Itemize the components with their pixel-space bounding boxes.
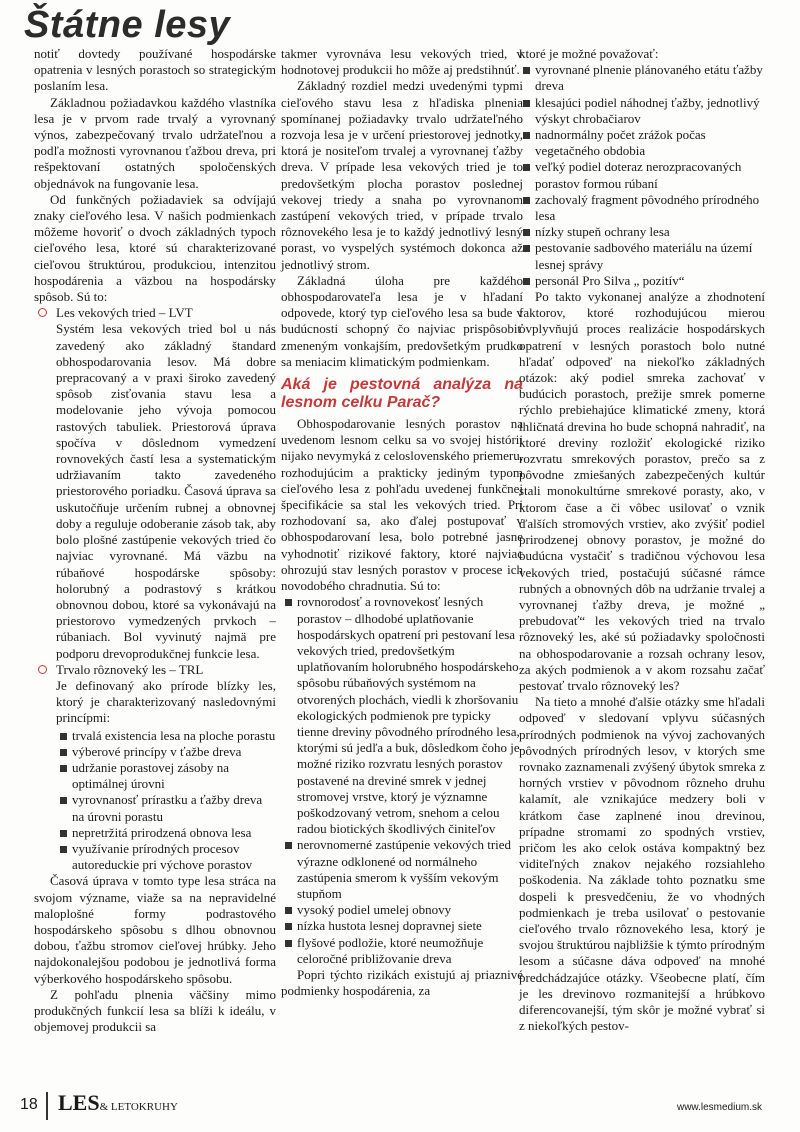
magazine-logo <box>58 1090 178 1116</box>
list-item: flyšové podložie, ktoré neumožňuje celoročné približovanie dreva <box>281 935 523 967</box>
circle-bullet-icon <box>38 665 47 674</box>
page-footer <box>0 1088 800 1128</box>
paragraph: Obhospodarovanie lesných porastov na uvedenom lesnom celku sa vo svojej histórii nijako nevymyká z celoslovenského priemeru, rozhodujúcim a prakticky jediným typom cieľového lesa z pohľadu uvedenej funkčnej špecifikácie sa stal les vekových tried. Pri rozhodovaní sa, ako ďalej postupovať v obhospodarovaní lesa, bolo potrebné jasne vyhodnotiť rizikové faktory, ktoré najviac ohrozujú stav lesných porastov v procese ich novodobého chradnutia. Sú to: <box>281 416 523 594</box>
footer-divider <box>46 1092 48 1120</box>
paragraph: Od funkčných požiadaviek sa odvíjajú znaky cieľového lesa. V našich podmienkach môžeme hovoriť o dvoch základných typoch cieľového lesa, ktoré sú charakterizované cieľovou štruktúrou, produkciou, intenzitou hospodárenia a väzbou na hospodársky spôsob. Sú to: <box>34 191 276 305</box>
page-title: Štátne lesy <box>24 4 231 46</box>
list-item: vyrovnanosť prírastku a ťažby dreva na úrovni porastu <box>56 792 276 824</box>
list-item: personál Pro Silva „ pozitív“ <box>519 273 765 289</box>
system-trl <box>34 662 276 874</box>
list-item: veľký podiel doteraz nerozpracovaných porastov formou rúbaní <box>519 159 765 191</box>
paragraph: Časová úprava v tomto type lesa stráca na svojom význame, viaže sa na nepravidelné maloplošné formy podrastového hospodárskeho spôsobu s dlhou obnovnou dobou, ťažbu stromov cieľovej hrúbky. Jeho najdokonalejšou podobou je jednotlivá forma výberkového hospodárskeho spôsobu. <box>34 873 276 986</box>
list-item: rovnorodosť a rovnovekosť lesných porastov – dlhodobé uplatňovanie hospodárskych opatrení pri pestovaní lesa vekových tried, predovšetkým uplatňovaním holorubného hospodárskeho spôsobu rúbaňových systémom na otvorených plochách, viedli k zhoršovaniu ekologických podmienok pre typicky tienne dreviny pôvodného prírodného lesa, ktorými sú jedľa a buk, dôsledkom čoho je možné riziko rozvratu lesných porastov postavené na dreviné smrek v jednej stromovej vrstve, ktorý je významne poškodzovaný vetrom, snehom a celou radou biotických škodlivých činiteľov <box>281 594 523 837</box>
paragraph: takmer vyrovnáva lesu vekových tried, v hodnotovej produkcii ho môže aj predstihnúť. <box>281 46 523 78</box>
paragraph: Je definovaný ako prírode blízky les, ktorý je charakterizovaný nasledovnými princípmi: <box>56 677 276 726</box>
column-1 <box>34 46 276 1035</box>
list-item: využívanie prírodných procesov autoreduckie pri výchove porastov <box>56 841 276 873</box>
system-lvt <box>34 305 276 661</box>
list-item: pestovanie sadbového materiálu na území lesnej správy <box>519 240 765 272</box>
paragraph: Po takto vykonanej analýze a zhodnotení faktorov, ktoré rozhodujúcou mierou ovplyvňujú proces realizácie hospodárskych opatrení v lesných porastoch bolo nutné hľadať odpoveď na niekoľko základných otázok: aký podiel smreka zachovať v budúcich porastoch, prežije smrek pomerne rýchlo prebiehajúce klimatické zmeny, ktorá ihličnatá drevina ho bude schopná nahradiť, na ktoré dreviny rozložiť ekologické riziko rozvratu smrekových porastov, prečo sa z pôvodne zmiešaných zabezpečených kultúr stali monokultúrne smrekové porasty, ako, v ktorom čase a či vôbec usilovať o vznik ďalších stromových vrstiev, ako zvýšiť podiel prirodzenej obnovy porastov, je možné do budúcna vystačiť s tradičnou výchovou lesa vekových tried, postačujú súčasné rámce rubných a obnovných dôb na udržanie trvalej a vyrovnanej ťažby dreva, je možné „ prebudovať“ les vekových tried na trvalo rôznoveký les, aké sú požiadavky spoločnosti na obhospodarovanie a rozsah ochrany lesov, za akých podmienok a v akom rozsahu začať pestovať trvalo rôznoveký les? <box>519 289 765 693</box>
logo-sub: & LETOKRUHY <box>99 1101 178 1113</box>
list-item: nerovnomerné zastúpenie vekových tried výrazne odklonené od normálneho zastúpenia smerom k vyšším vekovým stupňom <box>281 837 523 902</box>
list-item: nadnormálny počet zrážok počas vegetačného obdobia <box>519 127 765 159</box>
risk-list <box>281 594 523 967</box>
list-item: vyrovnané plnenie plánovaného etátu ťažby dreva <box>519 62 765 94</box>
website-link[interactable]: www.lesmedium.sk <box>676 1102 762 1113</box>
list-item: výberové princípy v ťažbe dreva <box>56 744 276 760</box>
paragraph: Základnou požiadavkou každého vlastníka lesa je v prvom rade trvalý a vyrovnaný výnos, zabezpečovaný trvalo udržateľnou a podľa možnosti vyrovnanou ťažbou dreva, pri rešpektovaní ostatných spoločenských objednávok na fungovanie lesa. <box>34 94 276 191</box>
list-item: nízky stupeň ochrany lesa <box>519 224 765 240</box>
list-item: zachovalý fragment pôvodného prírodného lesa <box>519 192 765 224</box>
list-item: vysoký podiel umelej obnovy <box>281 902 523 918</box>
column-2 <box>281 46 523 999</box>
paragraph: Na tieto a mnohé ďalšie otázky sme hľadali odpoveď v sledovaní vplyvu súčasných prírodných podmienok na vývoj zachovaných pôvodných prírodných lesov, v ktorých sme rovnako zaznamenali zvýšený úbytok smreka z horných vrstiev v pôvodnom rôzneho druhu kalamít, ale vznikajúce medzery boli v krátkom čase zaplnené inou drevinou, prípadne stromami zo spodných vrstiev, pričom les ako celok ostáva kompaktný bez viditeľných znakov nejakého rozsiahleho poškodenia. Na základe tohto poznatku sme dospeli k presvedčeniu, že vo vhodných podmienkach je treba usilovať o pestovanie cieľového trvalo rôznovekého lesa, ktorý je svojou štruktúrou najbližšie k týmto prírodným lesom a súčasne dáva odpoveď na mnohé predchádzajúce otázky. Všeobecne platí, čím je les drevinovo rozmanitejší a hrúbkovo diferencovanejší, tým skôr je možné vybrať si z niekoľkých pestov- <box>519 694 765 1034</box>
paragraph: Systém lesa vekových tried bol u nás zavedený ako základný štandard obhospodarovania lesov. Má dobre prepracovaný a v praxi široko zavedený spôsob zisťovania stavu lesa a modelovanie jeho vývoja pomocou rastových tabuliek. Priestorová úprava spočíva v dôslednom vymedzení rovnovekých častí lesa a systematickým udržiavaním takto zavedeného priestorového poriadku. Časová úprava sa uskutočňuje určením rubnej a obnovnej doby a reguluje odoberanie zásob tak, aby bolo plošné zastúpenie vekových tried čo najviac vyrovnané. Má väzbu na rúbaňové hospodárske spôsoby: holorubný a podrastový s krátkou obnovnou dobou, ktoré sa vykonávajú na priestorovo vymedzených prvkoch – rúbaniach. Bol vyvinutý najmä pre podporu drevoprodukčnej funkcie lesa. <box>56 321 276 661</box>
principles-list <box>56 728 276 874</box>
paragraph: Popri týchto rizikách existujú aj priaznivé podmienky hospodárenia, za <box>281 966 523 999</box>
circle-bullet-icon <box>38 308 47 317</box>
system-name: Les vekových tried – LVT <box>56 305 193 321</box>
system-name: Trvalo rôznoveký les – TRL <box>56 661 204 677</box>
list-item: nepretržitá prirodzená obnova lesa <box>56 825 276 841</box>
column-3 <box>519 46 765 1034</box>
page-number: 18 <box>20 1096 38 1113</box>
paragraph: Základný rozdiel medzi uvedenými typmi cieľového stavu lesa z hľadiska plnenia spomínanej požiadavky trvalo udržateľného rozvoja lesa je v určení priestorovej jednotky, ktorá je nositeľom trvalej a vyrovnanej ťažby dreva. V prípade lesa vekových tried je to predovšetkým plocha porastov poslednej vekovej triedy a snaha po vyrovnanom zastúpení vekových tried, v prípade trvalo rôznovekého lesa je to každý jednotlivý lesný porast, vo vyspelých systémoch dokonca až jednotlivý strom. <box>281 78 523 272</box>
list-item: nízka hustota lesnej dopravnej siete <box>281 918 523 934</box>
paragraph: ktoré je možné považovať: <box>519 46 659 61</box>
paragraph: notiť dovtedy používané hospodárske opatrenia v lesných porastoch so strategickým poslaním lesa. <box>34 46 276 94</box>
list-item: trvalá existencia lesa na ploche porastu <box>56 728 276 744</box>
paragraph: Základná úloha pre každého obhospodarovateľa lesa je v hľadaní odpovede, ktorý typ cieľového lesa sa bude v budúcnosti schopný čo najviac prispôsobiť zmeneným vonkajším, predovšetkým prudko sa meniacim klimatickým podmienkam. <box>281 272 523 369</box>
section-heading: Aká je pestovná analýza na lesnom celku Parač? <box>281 376 523 412</box>
list-item: klesajúci podiel náhodnej ťažby, jednotlivý výskyt chrobačiarov <box>519 95 765 127</box>
paragraph: Z pohľadu plnenia väčšiny mimo produkčných funkcií lesa sa blíži k ideálu, v objemovej produkcii sa <box>34 986 276 1035</box>
logo-main: LES <box>58 1090 100 1115</box>
list-item: udržanie porastovej zásoby na optimálnej úrovni <box>56 760 276 792</box>
favorable-list <box>519 62 765 289</box>
